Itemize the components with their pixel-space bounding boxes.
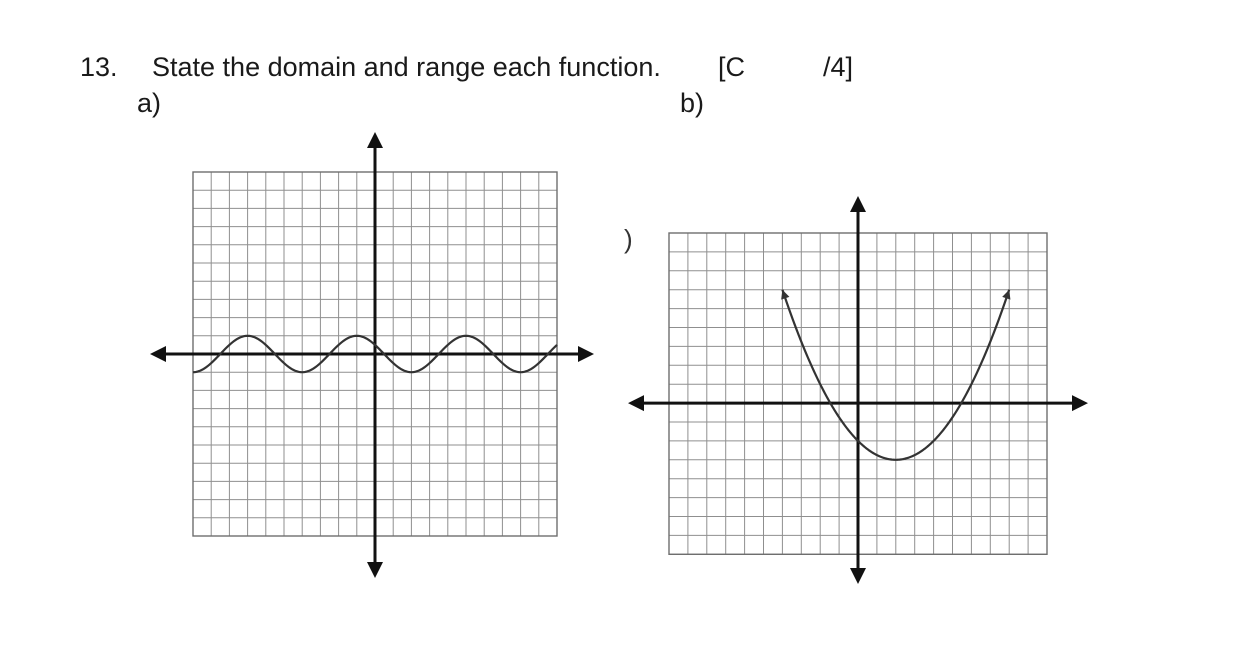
y-axis-arrow-up [850,196,866,212]
marks-open: [C [718,52,745,82]
part-b-label: b) [680,88,705,118]
x-axis-arrow-right [578,346,594,362]
part-a-label: a) [137,88,162,118]
question-number: 13. [80,52,118,82]
x-axis-arrow-left [628,395,644,411]
y-axis-arrow-down [850,568,866,584]
marks-close: /4] [823,52,854,82]
x-axis-arrow-left [150,346,166,362]
curve-arrow-right [1002,290,1010,300]
stray-parenthesis: ) [624,224,633,254]
graph-a [150,132,594,578]
x-axis-arrow-right [1072,395,1088,411]
curve-arrow-left [781,290,789,300]
graph-b [628,196,1088,584]
question-prompt: State the domain and range each function. [152,52,661,82]
y-axis-arrow-up [367,132,383,148]
y-axis-arrow-down [367,562,383,578]
